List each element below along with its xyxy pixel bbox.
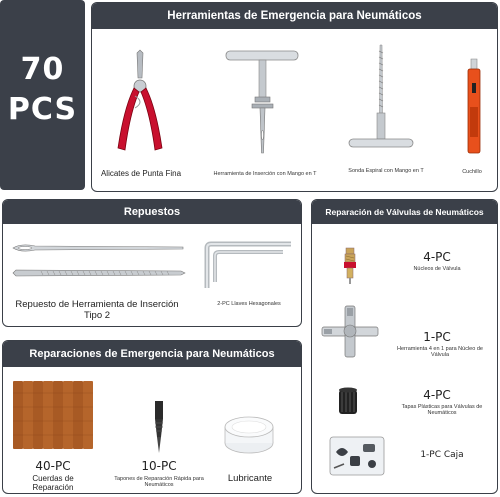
badge-unit: PCS — [7, 92, 78, 127]
tools-item-label-3: Sonda Espiral con Mango en T — [348, 168, 424, 174]
tools-panel — [91, 2, 498, 192]
repairs-item-qty-1: 40-PC — [35, 459, 71, 473]
repairs-item-label-2: Tapones de Reparación Rápida para Neumáticos — [114, 476, 204, 488]
spares-panel-title: Repuestos — [3, 200, 301, 224]
valve-item-label-2: Herramienta 4 en 1 para Núcleo de Válvula — [397, 346, 483, 358]
valve-item-qty-3: 4-PC — [423, 388, 451, 402]
t-handle-spiral-probe-icon — [346, 43, 416, 153]
tools-item-label-4: Cuchillo — [462, 169, 482, 175]
lubricant-jar-icon — [221, 413, 277, 455]
repairs-item-label-3: Lubricante — [227, 473, 273, 484]
repair-plug-icon — [151, 399, 167, 455]
repairs-panel — [2, 340, 302, 494]
spares-item-label-2: 2-PC Llaves Hexagonales — [217, 301, 281, 307]
repair-cords-icon — [11, 379, 99, 451]
valve-item-qty-2: 1-PC — [423, 330, 451, 344]
valve-tool-icon — [320, 304, 380, 359]
repairs-item-qty-2: 10-PC — [141, 459, 177, 473]
needle-icon — [11, 240, 186, 285]
tools-item-label-1: Alicates de Punta Fina — [100, 169, 182, 178]
valve-panel-title: Reparación de Válvulas de Neumáticos — [312, 200, 497, 224]
valve-panel — [311, 199, 498, 494]
valve-item-qty-1: 4-PC — [423, 250, 451, 264]
valve-item-label-3: Tapas Plásticas para Válvulas de Neumáticos — [401, 404, 483, 416]
valve-core-icon — [340, 246, 360, 286]
parts-box-icon — [328, 434, 386, 478]
spares-item-label-1: Repuesto de Herramienta de Inserción Tipo 2 — [15, 299, 179, 321]
valve-item-qty-4: 1-PC Caja — [420, 450, 464, 460]
tools-item-label-2: Herramienta de Inserción con Mango en T — [213, 171, 317, 177]
hex-keys-icon — [203, 238, 298, 298]
spares-panel — [2, 199, 302, 327]
valve-cap-icon — [336, 386, 360, 418]
repairs-item-label-1: Cuerdas de Reparación — [32, 474, 74, 492]
pliers-icon — [110, 48, 170, 158]
repairs-panel-title: Reparaciones de Emergencia para Neumáticos — [3, 341, 301, 367]
valve-item-label-1: Núcleos de Válvula — [413, 266, 461, 272]
tools-panel-title: Herramientas de Emergencia para Neumáticos — [92, 3, 497, 29]
t-handle-insertion-tool-icon — [222, 45, 302, 155]
badge-count: 70 — [20, 52, 65, 87]
utility-knife-icon — [464, 57, 484, 157]
quantity-badge — [0, 0, 85, 190]
